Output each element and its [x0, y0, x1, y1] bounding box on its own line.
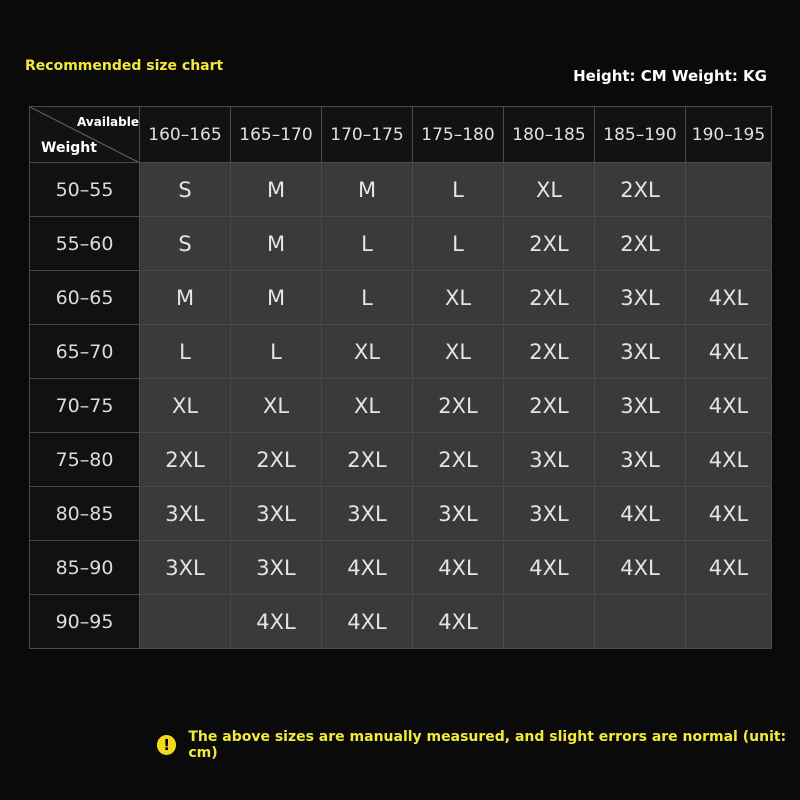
size-cell: XL [140, 379, 231, 433]
size-cell: 3XL [595, 379, 686, 433]
height-header: 190–195 [686, 107, 772, 163]
table-row [30, 541, 772, 595]
size-cell: L [231, 325, 322, 379]
weight-label: 60–65 [30, 271, 140, 325]
size-cell: M [231, 271, 322, 325]
table-row [30, 163, 772, 217]
size-cell: 3XL [140, 541, 231, 595]
size-cell [686, 217, 772, 271]
corner-weight-label: Weight [41, 140, 97, 156]
size-cell: 2XL [595, 217, 686, 271]
size-cell: 4XL [413, 595, 504, 649]
size-cell: L [413, 217, 504, 271]
size-cell: M [140, 271, 231, 325]
size-cell: 3XL [322, 487, 413, 541]
size-cell: L [322, 217, 413, 271]
size-cell: XL [413, 325, 504, 379]
size-cell: 2XL [322, 433, 413, 487]
size-cell: 3XL [504, 487, 595, 541]
size-cell: L [322, 271, 413, 325]
size-cell [595, 595, 686, 649]
table-row [30, 595, 772, 649]
size-cell: 4XL [686, 271, 772, 325]
measurement-note [157, 729, 800, 761]
size-cell: 4XL [231, 595, 322, 649]
height-header: 165–170 [231, 107, 322, 163]
size-chart-table [29, 106, 772, 649]
size-cell: 4XL [322, 595, 413, 649]
weight-label: 90–95 [30, 595, 140, 649]
weight-label: 50–55 [30, 163, 140, 217]
size-cell: 2XL [140, 433, 231, 487]
weight-label: 70–75 [30, 379, 140, 433]
header-row [30, 107, 772, 163]
weight-label: 85–90 [30, 541, 140, 595]
size-cell: M [322, 163, 413, 217]
size-cell: XL [322, 325, 413, 379]
size-cell: L [140, 325, 231, 379]
size-cell: 4XL [686, 379, 772, 433]
table-row [30, 271, 772, 325]
table-row [30, 379, 772, 433]
weight-label: 55–60 [30, 217, 140, 271]
size-cell: M [231, 163, 322, 217]
size-cell: 4XL [504, 541, 595, 595]
size-cell: 3XL [595, 271, 686, 325]
size-cell: 3XL [504, 433, 595, 487]
size-cell: 2XL [504, 325, 595, 379]
size-cell: 3XL [413, 487, 504, 541]
size-cell [504, 595, 595, 649]
weight-label: 75–80 [30, 433, 140, 487]
size-cell: XL [231, 379, 322, 433]
size-cell: 3XL [231, 487, 322, 541]
size-cell: S [140, 217, 231, 271]
height-header: 180–185 [504, 107, 595, 163]
size-cell: 2XL [504, 379, 595, 433]
note-text: The above sizes are manually measured, and slight errors are normal (unit: cm) [188, 729, 787, 761]
size-cell: 3XL [231, 541, 322, 595]
size-cell: 4XL [322, 541, 413, 595]
weight-label: 80–85 [30, 487, 140, 541]
size-cell: 2XL [504, 217, 595, 271]
size-cell: XL [504, 163, 595, 217]
size-cell: 2XL [413, 379, 504, 433]
size-cell: 2XL [595, 163, 686, 217]
size-cell: 3XL [595, 325, 686, 379]
size-cell: 4XL [686, 325, 772, 379]
exclamation-warning-icon: ! [157, 735, 176, 755]
size-cell: M [231, 217, 322, 271]
size-cell: 4XL [686, 541, 772, 595]
size-cell: L [413, 163, 504, 217]
size-cell: 4XL [686, 433, 772, 487]
size-cell: XL [322, 379, 413, 433]
height-header: 175–180 [413, 107, 504, 163]
size-cell: S [140, 163, 231, 217]
table-row [30, 325, 772, 379]
size-cell: 2XL [504, 271, 595, 325]
corner-available-label: Available [77, 115, 139, 129]
size-cell: 3XL [140, 487, 231, 541]
table-row [30, 487, 772, 541]
size-cell [140, 595, 231, 649]
size-cell [686, 163, 772, 217]
table-corner-cell [30, 107, 140, 163]
height-header: 160–165 [140, 107, 231, 163]
size-cell: 4XL [595, 541, 686, 595]
size-cell: 4XL [413, 541, 504, 595]
size-cell: 4XL [686, 487, 772, 541]
weight-label: 65–70 [30, 325, 140, 379]
table-row [30, 433, 772, 487]
table-row [30, 217, 772, 271]
chart-title: Recommended size chart [25, 58, 224, 74]
height-header: 170–175 [322, 107, 413, 163]
size-cell: 3XL [595, 433, 686, 487]
size-cell [686, 595, 772, 649]
height-header: 185–190 [595, 107, 686, 163]
size-cell: 4XL [595, 487, 686, 541]
units-label: Height: CM Weight: KG [573, 67, 767, 85]
size-cell: XL [413, 271, 504, 325]
size-cell: 2XL [413, 433, 504, 487]
size-cell: 2XL [231, 433, 322, 487]
